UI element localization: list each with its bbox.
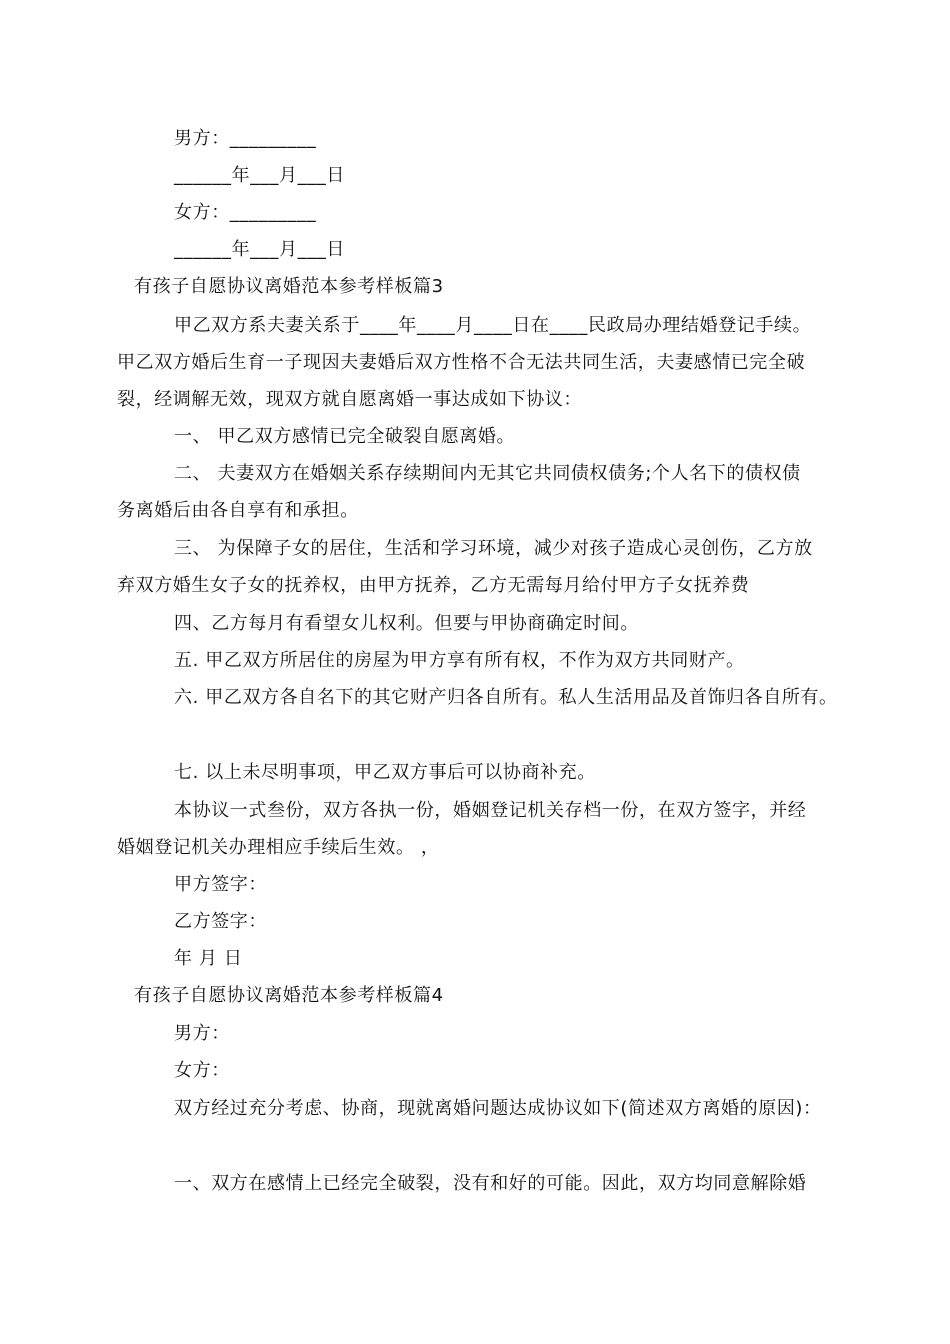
clause-3-continued: 弃双方婚生女子女的抚养权，由甲方抚养，乙方无需每月给付甲方子女抚养费 <box>117 575 750 596</box>
date-line: ______年___月___日 <box>174 239 345 260</box>
party-a-signature: 甲方签字： <box>174 874 267 895</box>
party-b-signature: 乙方签字： <box>174 911 267 932</box>
paragraph-line: 双方经过充分考虑、协商，现就离婚问题达成协议如下(简述双方离婚的原因)： <box>174 1098 822 1119</box>
paragraph-line: 甲乙双方系夫妻关系于____年____月____日在____民政局办理结婚登记手续。 <box>174 315 812 336</box>
paragraph-line: 婚姻登记机关办理相应手续后生效。 ， <box>117 837 440 858</box>
female-party-line: 女方：_________ <box>174 202 317 223</box>
paragraph-line: 裂，经调解无效，现双方就自愿离婚一事达成如下协议： <box>117 389 582 410</box>
clause-1: 一、 甲乙双方感情已完全破裂自愿离婚。 <box>174 426 516 447</box>
paragraph-line: 甲乙双方婚后生育一子现因夫妻婚后双方性格不合无法共同生活，夫妻感情已完全破 <box>117 352 806 373</box>
male-party-line: 男方：_________ <box>174 128 317 149</box>
clause-3: 三、 为保障子女的居住，生活和学习环境，减少对孩子造成心灵创伤，乙方放 <box>174 538 813 559</box>
clause-4: 四、乙方每月有看望女儿权利。但要与甲协商确定时间。 <box>174 613 639 634</box>
date-line: ______年___月___日 <box>174 165 345 186</box>
section-heading-3: 有孩子自愿协议离婚范本参考样板篇3 <box>134 276 444 297</box>
clause-7: 七. 以上未尽明事项，甲乙双方事后可以协商补充。 <box>174 762 596 783</box>
section-heading-4: 有孩子自愿协议离婚范本参考样板篇4 <box>134 985 444 1006</box>
clause-1: 一、双方在感情上已经完全破裂，没有和好的可能。因此，双方均同意解除婚 <box>174 1173 807 1194</box>
paragraph-line: 本协议一式叁份，双方各执一份，婚姻登记机关存档一份，在双方签字，并经 <box>174 800 807 821</box>
clause-2: 二、 夫妻双方在婚姻关系存续期间内无其它共同债权债务;个人名下的债权债 <box>174 463 801 484</box>
signature-date: 年 月 日 <box>174 948 243 969</box>
clause-2-continued: 务离婚后由各自享有和承担。 <box>117 500 359 521</box>
female-party-line: 女方： <box>174 1060 230 1081</box>
male-party-line: 男方： <box>174 1023 230 1044</box>
clause-5: 五. 甲乙双方所居住的房屋为甲方享有所有权，不作为双方共同财产。 <box>174 650 745 671</box>
clause-6: 六. 甲乙双方各自名下的其它财产归各自所有。私人生活用品及首饰归各自所有。 <box>174 687 838 708</box>
